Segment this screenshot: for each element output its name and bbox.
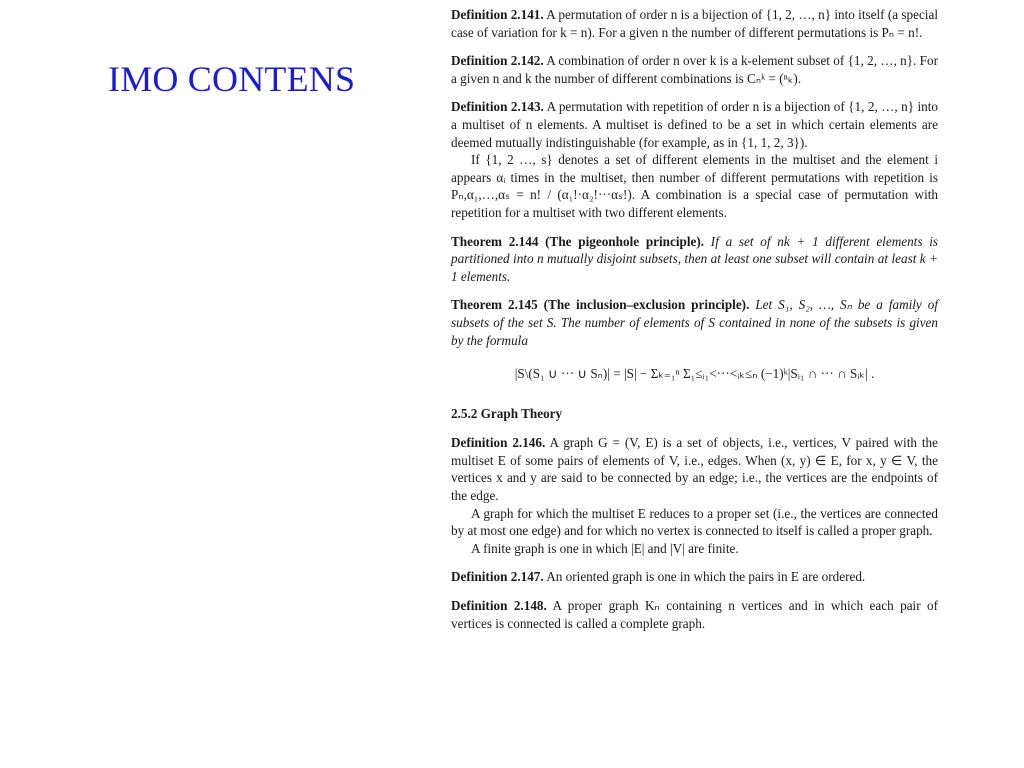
block-label: Theorem 2.144 (The pigeonhole principle). bbox=[451, 233, 705, 249]
paragraph bbox=[451, 597, 938, 632]
block-label: Definition 2.147. bbox=[451, 569, 544, 585]
block-text: Let S₁, S₂, …, Sₙ be a family of subsets of the set S. The number of elements of S contained in none of the subsets is given by the formula bbox=[451, 297, 938, 348]
paragraph bbox=[451, 6, 938, 41]
block-label: Definition 2.143. bbox=[451, 99, 544, 115]
paragraph bbox=[451, 296, 938, 349]
block-text: A permutation with repetition of order n is a bijection of {1, 2, …, n} into a multiset of n elements. A multiset is defined to be a set in which certain elements are deemed mutually indistinguishable (for example, as in {1, 1, 2, 3}). bbox=[451, 99, 939, 150]
section-heading: 2.5.2 Graph Theory bbox=[451, 405, 563, 421]
slide-title: IMO CONTENS bbox=[108, 59, 356, 99]
definition-2-143 bbox=[451, 98, 938, 221]
paragraph: A graph for which the multiset E reduces to a proper set (i.e., the vertices are connected by at most one edge) and for which no vertex is connected to itself is called a proper graph. bbox=[451, 505, 938, 539]
block-text: A combination of order n over k is a k-element subset of {1, 2, …, n}. For a given n and k the number of different combinations is Cₙᵏ = (ⁿₖ). bbox=[451, 53, 938, 86]
block-text: If a set of nk + 1 different elements is partitioned into n mutually disjoint subsets, then at least one subset will contain at least k + 1 elements. bbox=[451, 233, 938, 284]
block-label: Definition 2.141. bbox=[451, 7, 544, 22]
theorem-2-145 bbox=[451, 296, 938, 349]
block-label: Theorem 2.145 (The inclusion–exclusion principle). bbox=[451, 297, 750, 313]
block-text: A permutation of order n is a bijection of {1, 2, …, n} into itself (a special case of variation for k = n). For a given n the number of different permutations is Pₙ = n!. bbox=[451, 7, 938, 40]
paragraph bbox=[451, 434, 938, 504]
paragraph bbox=[451, 52, 938, 87]
paragraph bbox=[451, 98, 938, 151]
paragraph bbox=[451, 568, 938, 586]
block-text: A graph G = (V, E) is a set of objects, i.e., vertices, V paired with the multiset E of some pairs of elements of V, i.e., edges. When (x, y) ∈ E, for x, y ∈ V, the vertices x and y are said to be connected by an edge; i.e., the vertices are the endpoints of the edge. bbox=[451, 435, 938, 504]
block-label: Definition 2.142. bbox=[451, 53, 544, 69]
inclusion-exclusion-formula: |S\(S₁ ∪ ··· ∪ Sₙ)| = |S| − Σₖ₌₁ⁿ Σ₁≤ᵢ₁<···<ᵢₖ≤ₙ (−1)ᵏ|Sᵢ₁ ∩ ··· ∩ Sᵢₖ| . bbox=[514, 366, 875, 382]
paragraph: If {1, 2 …, s} denotes a set of different elements in the multiset and the element i appears αᵢ times in the multiset, then number of different permutations with repetition is Pₙ,α₁,…,αₛ = n! / (α₁!·α₂!···αₛ!). A combination is a special case of permutation with repetition for a multiset with two different elements. bbox=[451, 152, 938, 220]
block-label: Definition 2.146. bbox=[451, 435, 546, 451]
definition-2-147 bbox=[451, 568, 938, 586]
document-page bbox=[451, 6, 938, 643]
definition-2-141 bbox=[451, 6, 938, 41]
definition-2-146 bbox=[451, 434, 938, 557]
definition-2-148 bbox=[451, 597, 938, 632]
block-text: An oriented graph is one in which the pairs in E are ordered. bbox=[546, 569, 866, 585]
block-label: Definition 2.148. bbox=[451, 598, 547, 614]
paragraph: A finite graph is one in which |E| and |V| are finite. bbox=[471, 540, 739, 556]
paragraph bbox=[451, 233, 938, 286]
definition-2-142 bbox=[451, 52, 938, 87]
block-text: A proper graph Kₙ containing n vertices and in which each pair of vertices is connected is called a complete graph. bbox=[451, 598, 939, 631]
theorem-2-144 bbox=[451, 233, 938, 286]
